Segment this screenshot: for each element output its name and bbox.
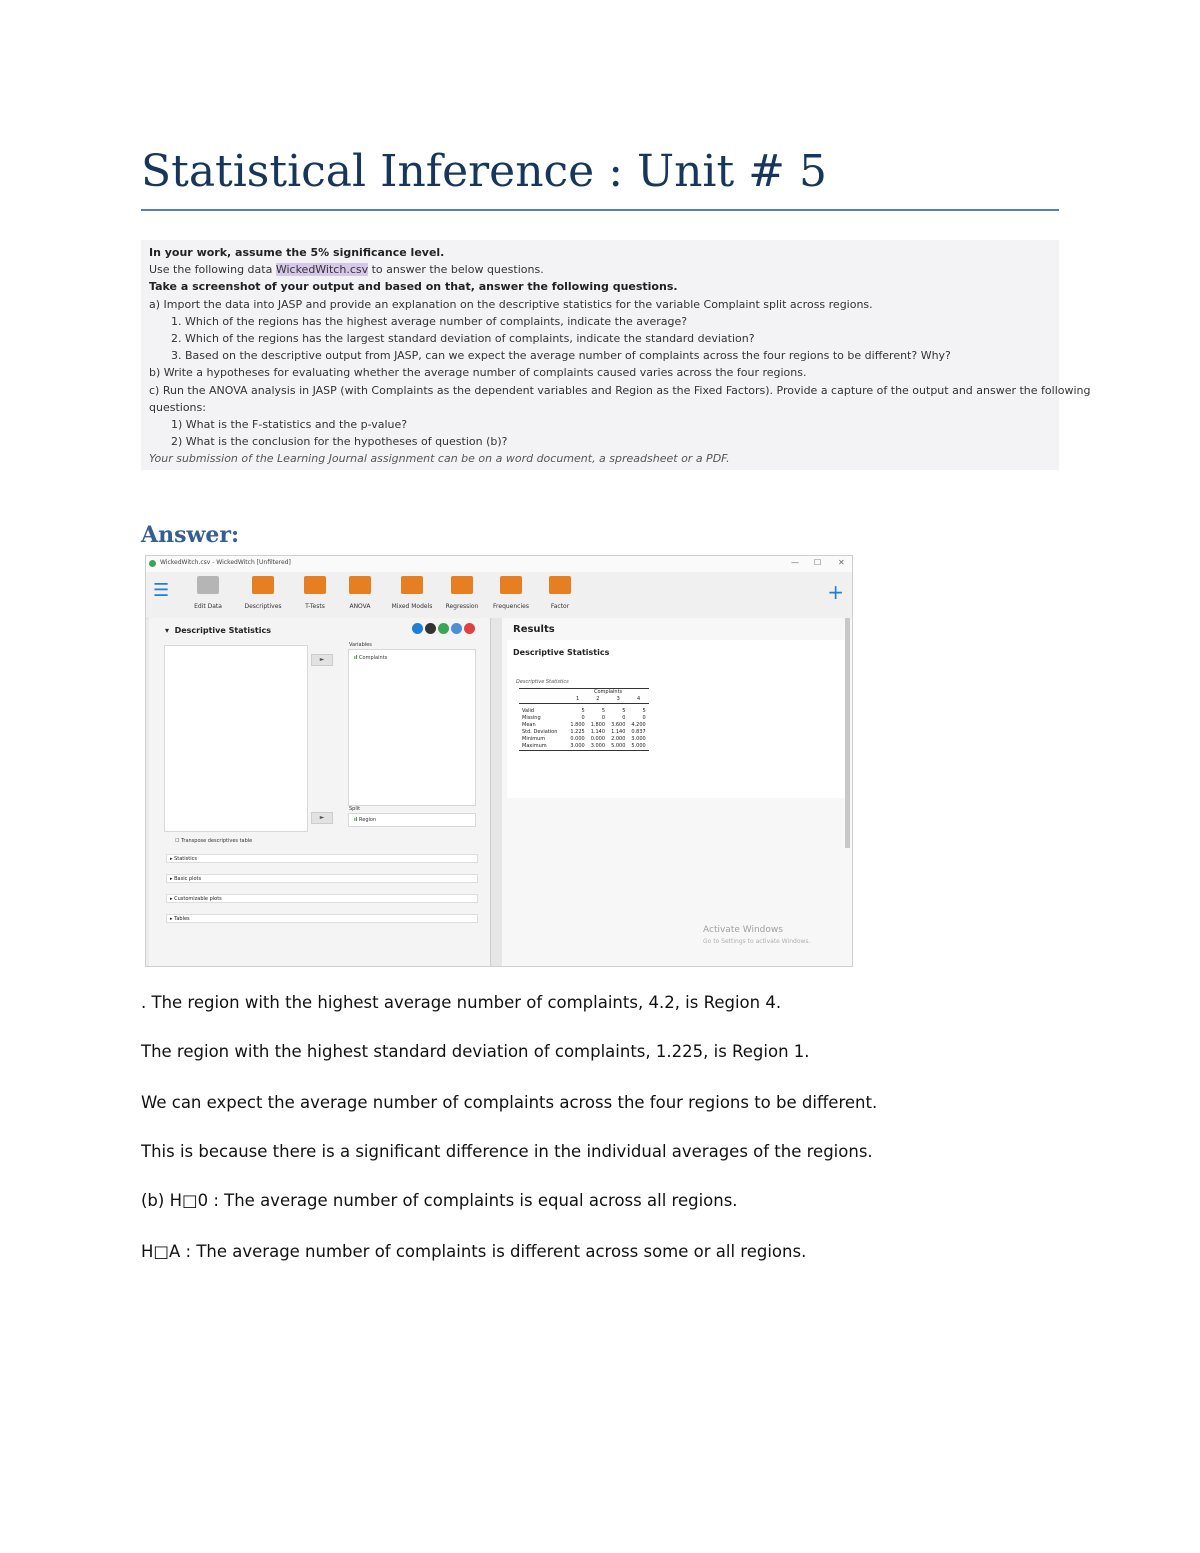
ribbon-button-mixed-models[interactable]: [388, 576, 436, 610]
descriptives-table: [519, 688, 649, 751]
table-col-header: 4: [628, 696, 648, 704]
question-line: c) Run the ANOVA analysis in JASP (with Complaints as the dependent variables and Region as the Fixed Factors). Provide a capture of the output and answer the following: [149, 383, 1091, 397]
row-label: Mean: [522, 722, 536, 728]
table-cell: 5.000: [608, 743, 628, 751]
answer-a4: This is because there is a significant difference in the individual averages of the regions.: [141, 1142, 873, 1161]
ribbon-icon: [304, 576, 326, 594]
table-cell: 0.000: [590, 736, 606, 742]
close-icon[interactable]: ✕: [838, 558, 845, 567]
move-to-variables-button[interactable]: ►: [311, 654, 333, 666]
table-cell: 1.140: [590, 729, 606, 735]
section-statistics[interactable]: ▸ Statistics: [166, 854, 478, 863]
ribbon-icon: [197, 576, 219, 594]
ribbon-icon: [500, 576, 522, 594]
ribbon-label: Descriptives: [244, 603, 282, 610]
activate-windows-watermark: Activate Windows: [703, 925, 783, 935]
answer-heading: Answer:: [141, 522, 240, 548]
table-col-header: 2: [588, 696, 608, 704]
table-cell: 3.000: [588, 743, 608, 751]
results-card: [507, 640, 845, 798]
table-cell: 0: [581, 715, 585, 721]
title-underline: [141, 209, 1059, 211]
analysis-controls: [412, 623, 477, 636]
ribbon-button-descriptives[interactable]: [239, 576, 287, 610]
ribbon-button-edit-data[interactable]: [184, 576, 232, 610]
table-cell: [519, 689, 567, 697]
edit-icon[interactable]: [425, 623, 436, 634]
hamburger-menu-icon[interactable]: ☰: [153, 580, 170, 601]
analysis-title: ▾ Descriptive Statistics: [165, 626, 271, 635]
split-label: Split: [349, 806, 361, 812]
question-line: a) Import the data into JASP and provide an explanation on the descriptive statistics for the variable Complaint split across regions.: [149, 297, 873, 311]
add-module-icon[interactable]: +: [827, 580, 844, 604]
ribbon-button-anova[interactable]: [336, 576, 384, 610]
question-line: 2. Which of the regions has the largest standard deviation of complaints, indicate the standard deviation?: [171, 332, 755, 346]
table-cell: 0.000: [570, 736, 585, 742]
ribbon-label: Mixed Models: [391, 603, 433, 610]
table-cell: 0: [601, 715, 606, 721]
variables-list[interactable]: [348, 649, 476, 806]
table-col-header: 3: [608, 696, 628, 704]
nominal-icon: ıl: [354, 817, 358, 823]
duplicate-icon[interactable]: [438, 623, 449, 634]
question-text: Use the following data: [149, 263, 276, 277]
results-panel: [502, 618, 852, 966]
table-cell: 0: [642, 715, 646, 721]
ribbon-button-regression[interactable]: [438, 576, 486, 610]
table-cell: [519, 696, 567, 704]
section-tables[interactable]: ▸ Tables: [166, 914, 478, 923]
table-group-row: [519, 689, 649, 697]
answer-b2: H□A : The average number of complaints is different across some or all regions.: [141, 1242, 807, 1261]
window-title: WickedWitch.csv - WickedWitch [Unfiltered]: [160, 559, 291, 566]
table-cell: 0: [622, 715, 626, 721]
row-label: Valid: [522, 708, 535, 714]
page-title: Statistical Inference : Unit # 5: [141, 146, 828, 197]
table-cell: 0.837: [631, 729, 646, 735]
minimize-icon[interactable]: —: [791, 558, 799, 567]
section-customizable-plots[interactable]: ▸ Customizable plots: [166, 894, 478, 903]
table-cell: 5.000: [628, 743, 648, 751]
transpose-checkbox[interactable]: ☐ Transpose descriptives table: [175, 838, 253, 844]
ribbon-icon: [252, 576, 274, 594]
ribbon-button-t-tests[interactable]: [291, 576, 339, 610]
move-to-split-button[interactable]: ►: [311, 812, 333, 824]
table-cell: 2.000: [611, 736, 626, 742]
table-cell: 5: [622, 708, 626, 714]
analysis-panel: [149, 618, 490, 966]
activate-windows-note: Go to Settings to activate Windows.: [703, 938, 811, 945]
info-icon[interactable]: [412, 623, 423, 634]
variable-item[interactable]: ıl Complaints: [354, 655, 388, 661]
results-scrollbar[interactable]: [845, 618, 850, 848]
question-text: to answer the below questions.: [368, 263, 544, 277]
ribbon-label: Edit Data: [194, 603, 222, 610]
jasp-logo-icon: [149, 560, 156, 567]
table-cell: 1.140: [611, 729, 626, 735]
question-line: 1) What is the F-statistics and the p-value?: [171, 418, 408, 432]
jasp-ribbon: [146, 572, 852, 619]
question-line: In your work, assume the 5% significance level.: [149, 246, 445, 259]
ribbon-button-frequencies[interactable]: [487, 576, 535, 610]
table-group-header: Complaints: [567, 689, 648, 697]
help-icon[interactable]: [451, 623, 462, 634]
maximize-icon[interactable]: ☐: [814, 558, 822, 567]
section-basic-plots[interactable]: ▸ Basic plots: [166, 874, 478, 883]
question-line: 2) What is the conclusion for the hypotheses of question (b)?: [171, 435, 508, 449]
table-cell: 3.600: [611, 722, 626, 728]
table-cell: 3.000: [567, 743, 587, 751]
table-header-row: [519, 696, 649, 704]
data-link[interactable]: WickedWitch.csv: [275, 263, 369, 277]
table-cell: 5: [642, 708, 646, 714]
scale-icon: ıl: [354, 655, 358, 661]
ribbon-icon: [401, 576, 423, 594]
answer-b1: (b) H□0 : The average number of complaints is equal across all regions.: [141, 1191, 738, 1210]
table-col-header: 1: [567, 696, 587, 704]
question-line: b) Write a hypotheses for evaluating whether the average number of complaints caused varies across the four regions.: [149, 366, 807, 380]
question-line: questions:: [149, 400, 206, 414]
ribbon-label: Factor: [550, 603, 570, 610]
ribbon-icon: [349, 576, 371, 594]
table-row: [519, 743, 649, 751]
question-line: [149, 261, 1051, 278]
row-label: Missing: [522, 715, 541, 721]
table-row: [519, 722, 649, 729]
table-cell: 1.800: [570, 722, 585, 728]
table-row: [519, 729, 649, 736]
question-box: [141, 240, 1091, 470]
table-caption: Descriptive Statistics: [516, 679, 569, 685]
results-title: Results: [513, 624, 555, 635]
results-heading: Descriptive Statistics: [513, 648, 610, 657]
answer-a2: The region with the highest standard deviation of complaints, 1.225, is Region 1.: [141, 1042, 810, 1061]
split-item[interactable]: ıl Region: [354, 817, 377, 823]
question-line: 3. Based on the descriptive output from JASP, can we expect the average number of complaints across the four regions to be different? Why?: [171, 349, 951, 363]
table-cell: 4.200: [631, 722, 646, 728]
remove-icon[interactable]: [464, 623, 475, 634]
row-label: Minimum: [522, 736, 546, 742]
ribbon-icon: [451, 576, 473, 594]
source-variable-list[interactable]: [164, 645, 308, 832]
ribbon-icon: [549, 576, 571, 594]
question-line: 1. Which of the regions has the highest average number of complaints, indicate the average?: [171, 314, 688, 328]
table-cell: 5: [581, 708, 585, 714]
table-cell: 3.000: [631, 736, 646, 742]
table-row: [519, 736, 649, 743]
ribbon-label: T-Tests: [305, 603, 325, 610]
answer-a3: We can expect the average number of complaints across the four regions to be different.: [141, 1093, 878, 1112]
jasp-titlebar: [146, 556, 852, 572]
ribbon-label: Frequencies: [493, 603, 529, 610]
ribbon-button-factor[interactable]: [536, 576, 584, 610]
table-row: [519, 715, 649, 722]
row-label: Maximum: [519, 743, 567, 751]
split-field[interactable]: [348, 813, 476, 827]
table-row: [519, 708, 649, 715]
table-cell: 1.225: [570, 729, 585, 735]
table-cell: 1.800: [590, 722, 606, 728]
table-cell: 5: [601, 708, 606, 714]
question-line: Take a screenshot of your output and based on that, answer the following questions.: [149, 280, 678, 294]
ribbon-label: Regression: [445, 603, 479, 610]
question-line: Your submission of the Learning Journal assignment can be on a word document, a spreadsheet or a PDF.: [149, 452, 730, 466]
jasp-screenshot: [145, 555, 853, 967]
variables-label: Variables: [349, 642, 372, 648]
answer-a1: . The region with the highest average number of complaints, 4.2, is Region 4.: [141, 993, 782, 1012]
ribbon-label: ANOVA: [349, 603, 371, 610]
row-label: Std. Deviation: [522, 729, 558, 735]
